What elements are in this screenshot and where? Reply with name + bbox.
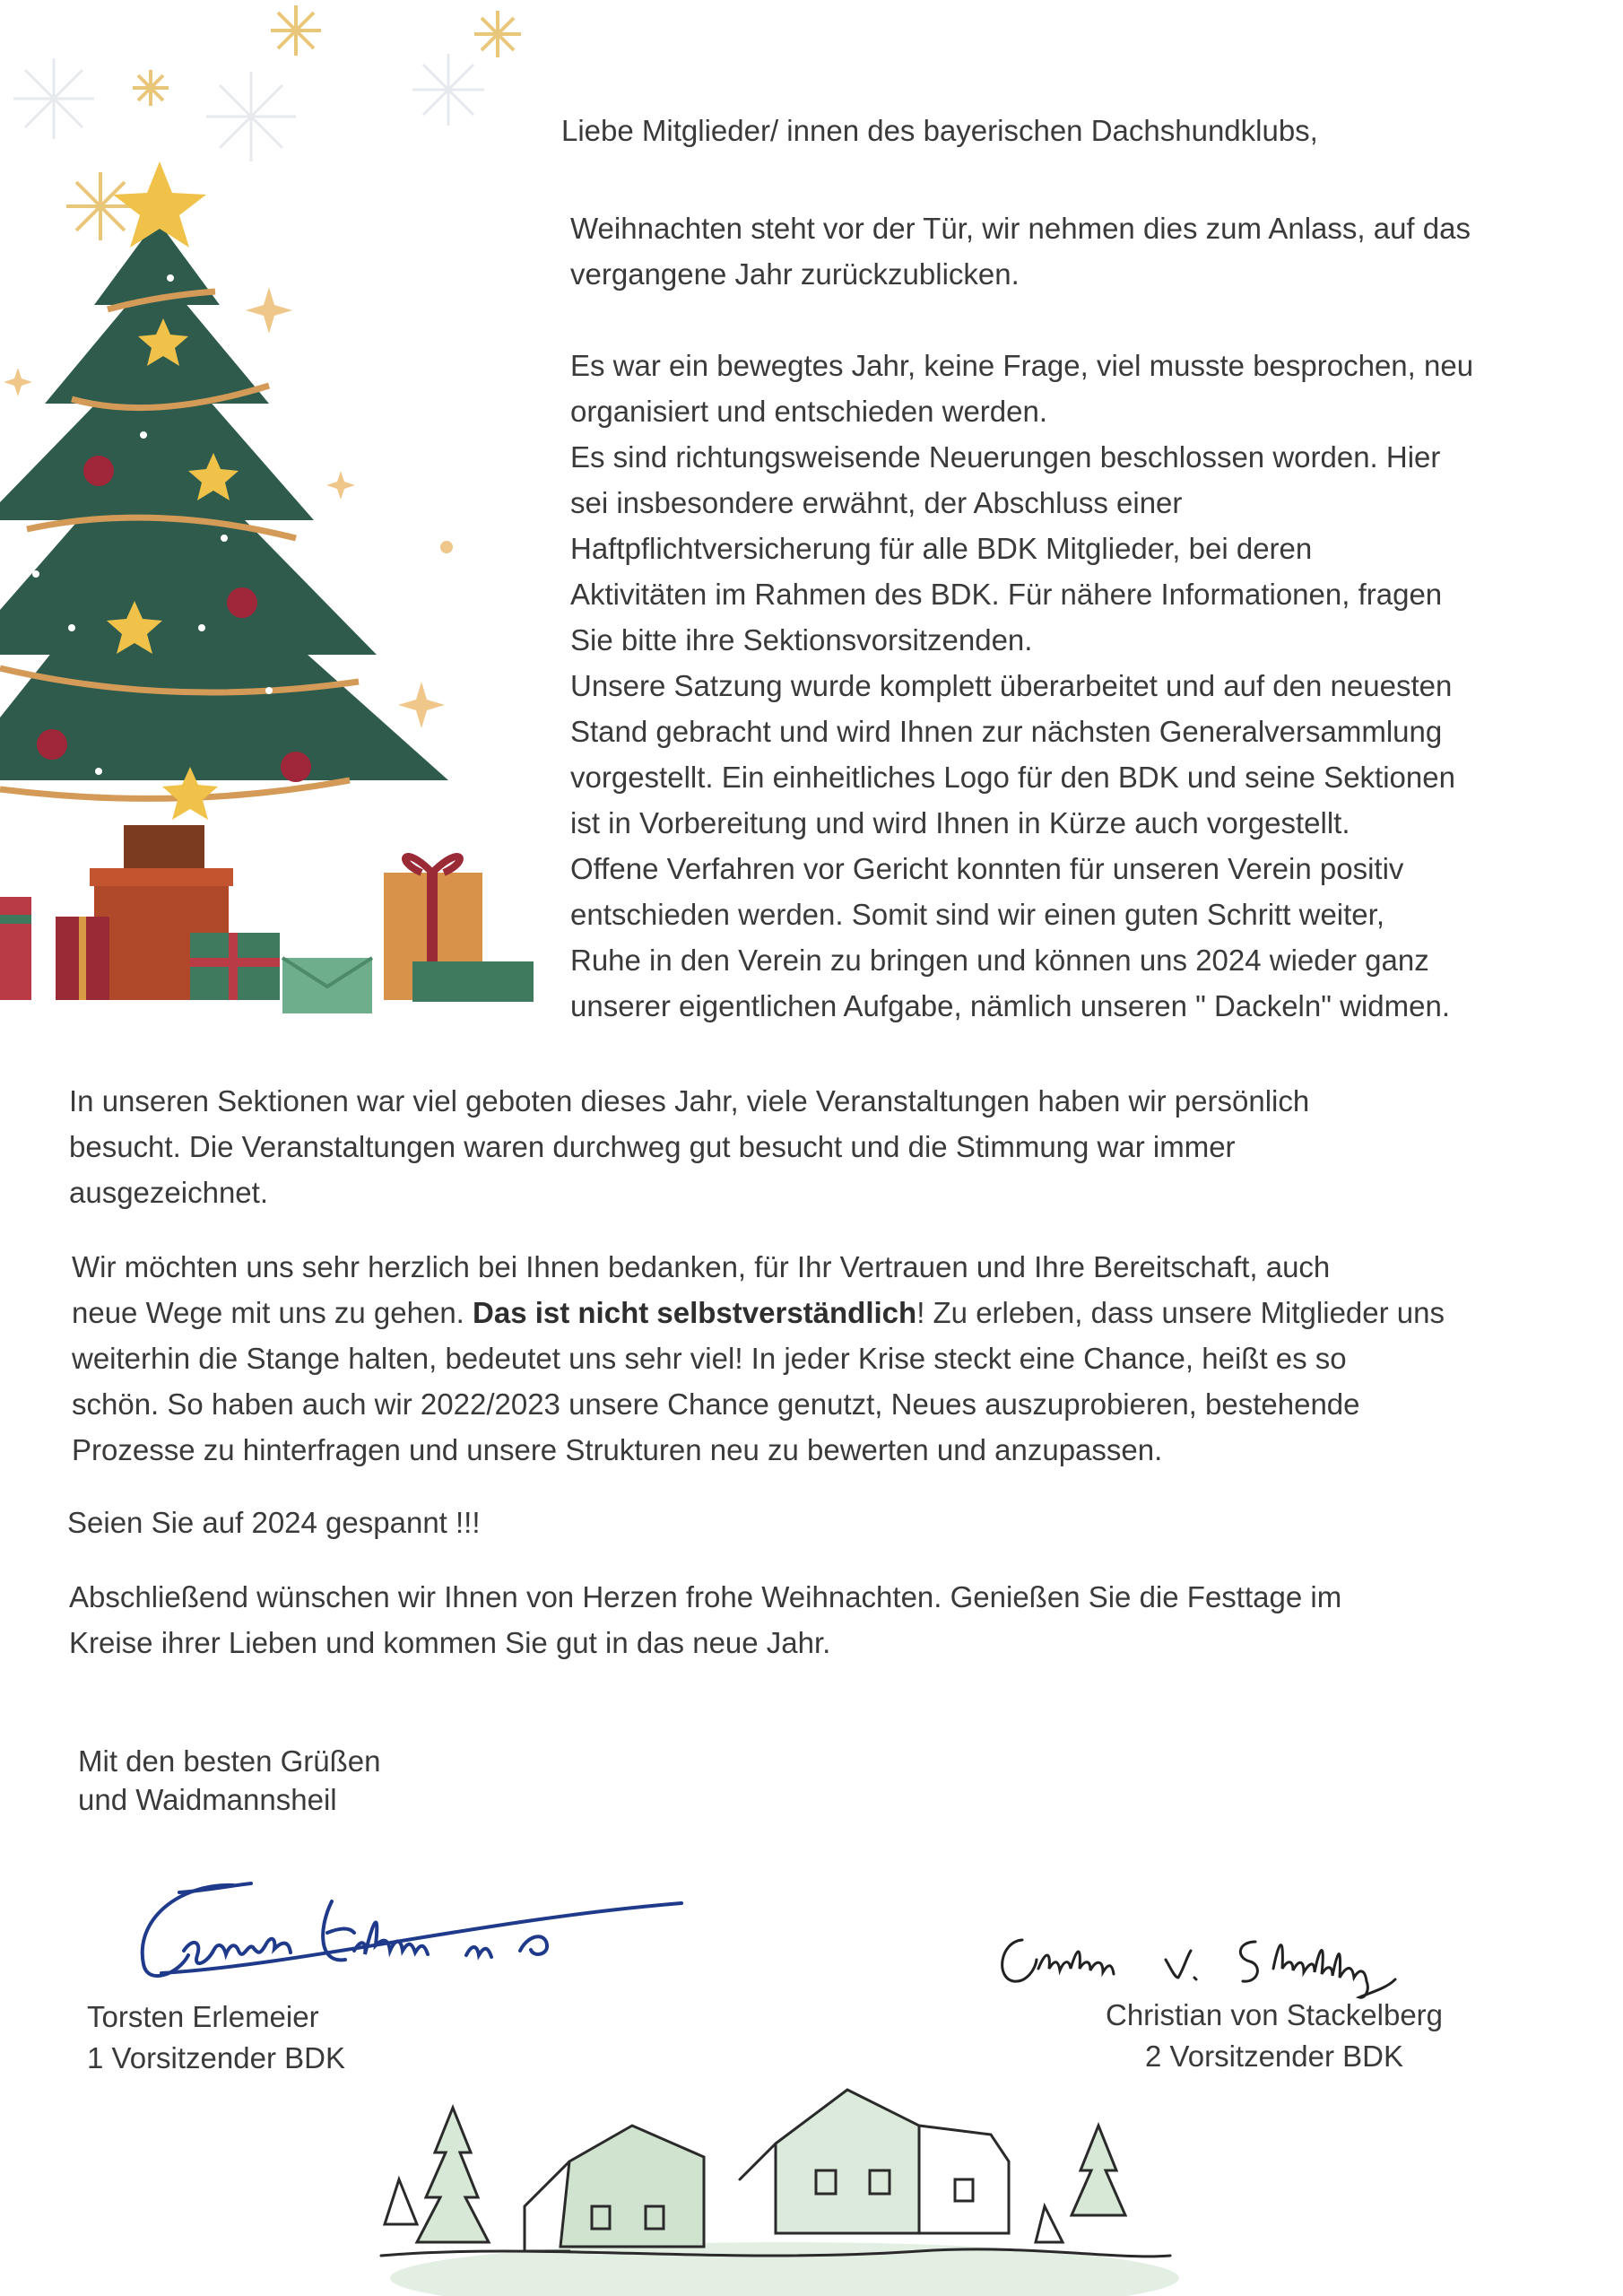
paragraph-year-review: Es war ein bewegtes Jahr, keine Frage, viel musste besprochen, neu organisiert und entschieden werden. Es sind richtungsweisende Neuerungen beschlossen worden. Hier sei insbesondere erwähnt, der Abschluss einer Haftpflichtversicherung für alle BDK Mitglieder, bei deren Aktivitäten im Rahmen des BDK. Für nähere Informationen, fragen Sie bitte ihre Sektionsvorsitzenden. Unsere Satzung wurde komplett überarbeitet und auf den neuesten Stand gebracht und wird Ihnen zur nächsten Generalversammlung vorgestellt. Ein einheitliches Logo für den BDK und seine Sektionen ist in Vorbereitung und wird Ihnen in Kürze auch vorgestellt. Offene Verfahren vor Gericht konnten für unseren Verein positiv entschieden werden. Somit sind wir einen guten Schritt weiter, Ruhe in den Verein zu bringen und können uns 2024 wieder ganz unserer eigentlichen Aufgabe, nämlich unseren " Dackeln" widmen. [570,349,1474,1022]
signer-title-right: 2 Vorsitzender BDK [1145,2039,1403,2073]
paragraph-thanks: Wir möchten uns sehr herzlich bei Ihnen bedanken, für Ihr Vertrauen und Ihre Bereitschaft, auch neue Wege mit uns zu gehen. Das ist nicht selbstverständlich! Zu erleben, dass unsere Mitglieder uns weiterhin die Stange halten, bedeutet uns sehr viel! In jeder Krise steckt eine Chance, heißt es so schön. So haben auch wir 2022/2023 unsere Chance genutzt, Neues auszuprobieren, bestehende Prozesse zu hinterfragen und unsere Strukturen neu zu bewerten und anzupassen. [72,1250,1445,1466]
christmas-tree-illustration [0,0,538,1022]
emphasis-text: Das ist nicht selbstverständlich [473,1296,917,1329]
salutation: Liebe Mitglieder/ innen des bayerischen Dachshundklubs, [561,114,1318,147]
paragraph-outlook: Seien Sie auf 2024 gespannt !!! [67,1506,481,1539]
signature-right-block [1106,1995,1443,2077]
faint-snowflake-icon [13,54,484,161]
signature-left [126,1866,699,2000]
paragraph-intro: Weihnachten steht vor der Tür, wir nehmen dies zum Anlass, auf das vergangene Jahr zurückzublicken. [570,212,1471,291]
paragraph-sections: In unseren Sektionen war viel geboten dieses Jahr, viele Veranstaltungen haben wir persönlich besucht. Die Veranstaltungen waren durchweg gut besucht und die Stimmung war immer ausgezeichnet. [69,1084,1310,1209]
signer-name-right: Christian von Stackelberg [1106,1998,1444,2031]
gift-box-icon [0,857,534,1013]
paragraph-wishes: Abschließend wünschen wir Ihnen von Herzen frohe Weihnachten. Genießen Sie die Festtage im Kreise ihrer Lieben und kommen Sie gut in das neue Jahr. [69,1580,1342,1659]
signer-name-left: Torsten Erlemeier [87,2000,319,2033]
signature-left-block [87,1996,345,2079]
signer-title-left: 1 Vorsitzender BDK [87,2041,345,2074]
closing: Mit den besten Grüßen und Waidmannsheil [78,1744,381,1816]
winter-village-illustration [363,2072,1188,2296]
tree-body [0,220,448,780]
signature-right [986,1924,1471,2005]
